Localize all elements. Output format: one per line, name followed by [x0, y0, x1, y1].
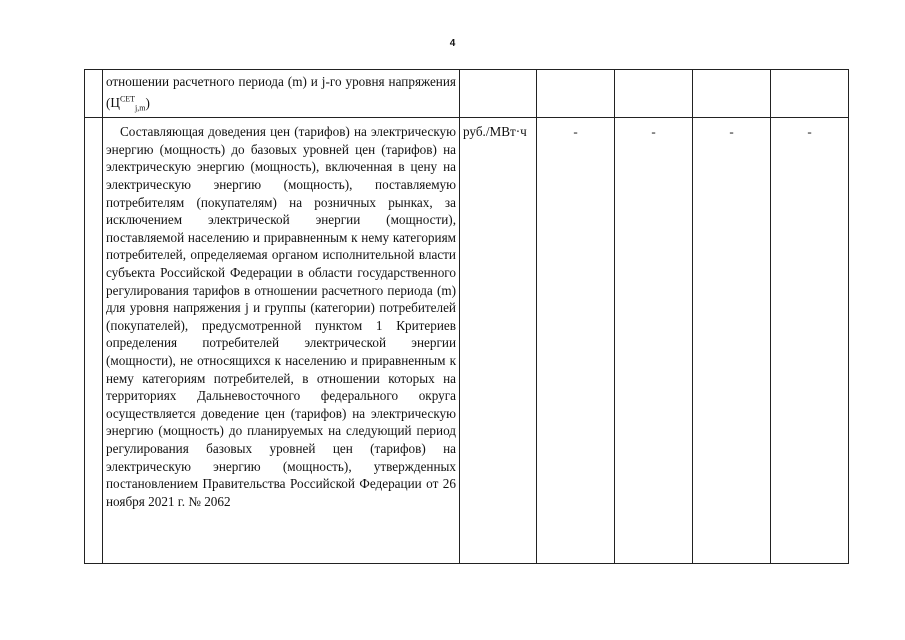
- value-dash: -: [807, 124, 812, 140]
- tariff-table: [84, 69, 849, 564]
- value-dash: -: [573, 124, 578, 140]
- description-cell: [103, 118, 460, 564]
- description-text: [103, 70, 459, 117]
- price-symbol-base: Ц: [110, 94, 120, 110]
- value-cell: [771, 70, 849, 118]
- value-cell: [537, 118, 615, 564]
- description-fragment-end: ): [145, 94, 150, 110]
- value-cell: [693, 118, 771, 564]
- price-symbol-sup: СЕТ: [119, 94, 136, 104]
- row-number-cell: [85, 70, 103, 118]
- unit-label: руб./МВт·ч: [463, 124, 527, 140]
- value-cell: [771, 118, 849, 564]
- unit-cell: [460, 118, 537, 564]
- description-text: Составляющая доведения цен (тарифов) на электрическую энергию (мощность) до базовых уровней цен (тарифов) на электрическую энергию (мощность), включенная в цену на электрическую энергию (мощность), поставляемую потребителям (покупателям) на розничных рынках, за исключением электрической энергии (мощности), поставляемой населению и приравненным к нему категориям потребителей, определяемая органом исполнительной власти субъекта Российской Федерации в области государственного регулирования тарифов в отношении расчетного периода (m) для уровня напряжения j и группы (категории) потребителей (покупателей), предусмотренной пунктом 1 Критериев определения потребителей электрической энергии (мощности), не относящихся к населению и приравненным к нему категориям потребителей, в отношении которых на территориях Дальневосточного федерального округа осуществляется доведение цен (тарифов) на электрическую энергию (мощность) до планируемых на следующий период регулирования базовых уровней цен (тарифов) на электрическую энергию (мощность), утвержденных постановлением Правительства Российской Федерации от 26 ноября 2021 г. № 2062: [106, 124, 456, 509]
- value-cell: [615, 118, 693, 564]
- value-cell: [537, 70, 615, 118]
- price-symbol-sub: j,m: [135, 103, 146, 113]
- table-row: [85, 118, 849, 564]
- value-dash: -: [651, 124, 656, 140]
- page-number: 4: [449, 38, 456, 49]
- value-cell: [615, 70, 693, 118]
- value-dash: -: [729, 124, 734, 140]
- description-fragment: отношении расчетного периода (m) и j-го уровня напряжения (: [106, 74, 456, 110]
- value-cell: [693, 70, 771, 118]
- description-cell: [103, 70, 460, 118]
- unit-cell: [460, 70, 537, 118]
- price-symbol: [110, 94, 146, 113]
- row-number-cell: [85, 118, 103, 564]
- table-row: [85, 70, 849, 118]
